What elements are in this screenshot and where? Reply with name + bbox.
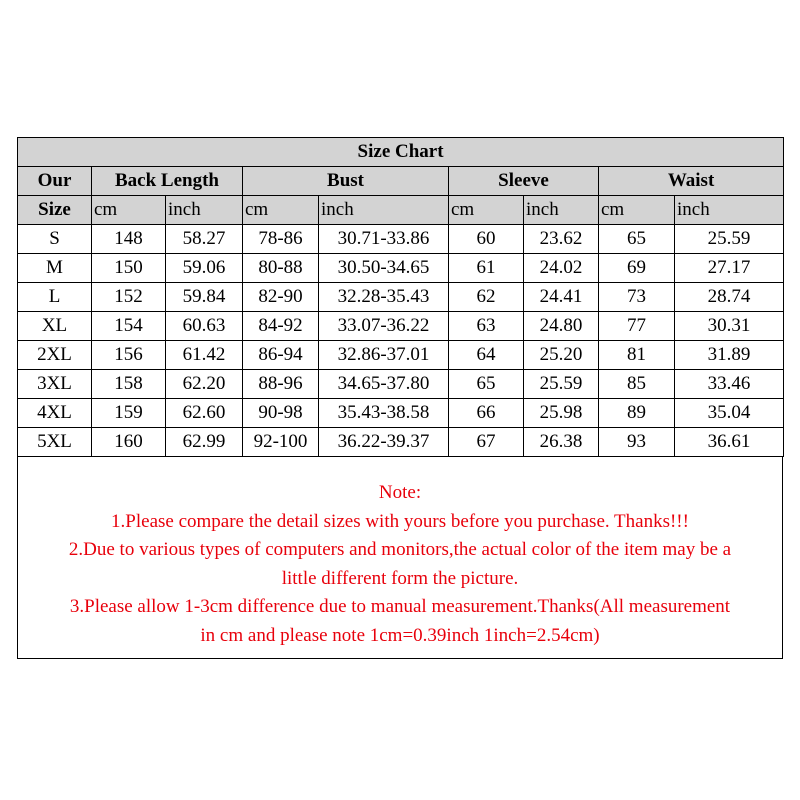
cell-back-length-inch: 58.27 xyxy=(166,225,243,254)
cell-size: L xyxy=(18,283,92,312)
cell-size: 2XL xyxy=(18,341,92,370)
cell-waist-inch: 27.17 xyxy=(675,254,784,283)
unit-cm: cm xyxy=(92,196,166,225)
cell-size: S xyxy=(18,225,92,254)
cell-back-length-cm: 154 xyxy=(92,312,166,341)
table-row xyxy=(18,399,784,428)
cell-sleeve-inch: 26.38 xyxy=(524,428,599,457)
chart-title: Size Chart xyxy=(18,138,784,167)
cell-sleeve-cm: 66 xyxy=(449,399,524,428)
cell-waist-cm: 69 xyxy=(599,254,675,283)
cell-bust-inch: 32.28-35.43 xyxy=(319,283,449,312)
size-chart xyxy=(17,137,783,659)
cell-bust-inch: 34.65-37.80 xyxy=(319,370,449,399)
note-line-1: 1.Please compare the detail sizes with yours before you purchase. Thanks!!! xyxy=(111,510,689,532)
cell-bust-cm: 92-100 xyxy=(243,428,319,457)
cell-sleeve-cm: 63 xyxy=(449,312,524,341)
cell-size: M xyxy=(18,254,92,283)
cell-bust-cm: 90-98 xyxy=(243,399,319,428)
cell-bust-cm: 82-90 xyxy=(243,283,319,312)
cell-waist-cm: 65 xyxy=(599,225,675,254)
note-line-3b: in cm and please note 1cm=0.39inch 1inch=2.54cm) xyxy=(200,624,600,646)
cell-sleeve-inch: 25.98 xyxy=(524,399,599,428)
cell-back-length-inch: 59.84 xyxy=(166,283,243,312)
size-header: Size xyxy=(18,196,92,225)
unit-inch: inch xyxy=(524,196,599,225)
cell-sleeve-cm: 64 xyxy=(449,341,524,370)
note-heading: Note: xyxy=(378,482,422,503)
cell-back-length-cm: 159 xyxy=(92,399,166,428)
cell-waist-cm: 73 xyxy=(599,283,675,312)
cell-waist-cm: 81 xyxy=(599,341,675,370)
note-line-3a: 3.Please allow 1-3cm difference due to manual measurement.Thanks(All measurement xyxy=(69,596,731,617)
cell-size: 4XL xyxy=(18,399,92,428)
cell-back-length-cm: 160 xyxy=(92,428,166,457)
note-line-2b: little different form the picture. xyxy=(281,567,519,589)
table-row xyxy=(18,312,784,341)
unit-cm: cm xyxy=(243,196,319,225)
cell-back-length-cm: 148 xyxy=(92,225,166,254)
cell-waist-cm: 77 xyxy=(599,312,675,341)
cell-back-length-cm: 158 xyxy=(92,370,166,399)
cell-waist-inch: 28.74 xyxy=(675,283,784,312)
cell-back-length-cm: 156 xyxy=(92,341,166,370)
our-header: Our xyxy=(18,167,92,196)
cell-bust-inch: 35.43-38.58 xyxy=(319,399,449,428)
cell-sleeve-cm: 65 xyxy=(449,370,524,399)
cell-bust-inch: 36.22-39.37 xyxy=(319,428,449,457)
cell-sleeve-cm: 60 xyxy=(449,225,524,254)
cell-size: 5XL xyxy=(18,428,92,457)
cell-waist-inch: 36.61 xyxy=(675,428,784,457)
cell-bust-inch: 33.07-36.22 xyxy=(319,312,449,341)
table-row xyxy=(18,225,784,254)
unit-cm: cm xyxy=(599,196,675,225)
cell-size: 3XL xyxy=(18,370,92,399)
table-row xyxy=(18,370,784,399)
notes-section xyxy=(17,457,783,659)
cell-back-length-cm: 152 xyxy=(92,283,166,312)
waist-header: Waist xyxy=(599,167,784,196)
cell-sleeve-inch: 23.62 xyxy=(524,225,599,254)
unit-inch: inch xyxy=(319,196,449,225)
cell-sleeve-inch: 25.20 xyxy=(524,341,599,370)
cell-back-length-inch: 59.06 xyxy=(166,254,243,283)
size-table xyxy=(17,137,784,457)
cell-sleeve-inch: 24.41 xyxy=(524,283,599,312)
cell-bust-cm: 84-92 xyxy=(243,312,319,341)
cell-back-length-cm: 150 xyxy=(92,254,166,283)
cell-bust-inch: 32.86-37.01 xyxy=(319,341,449,370)
cell-back-length-inch: 62.60 xyxy=(166,399,243,428)
cell-waist-cm: 85 xyxy=(599,370,675,399)
table-row xyxy=(18,283,784,312)
note-line-2a: 2.Due to various types of computers and monitors,the actual color of the item may be a xyxy=(68,539,732,560)
cell-waist-inch: 33.46 xyxy=(675,370,784,399)
cell-bust-cm: 80-88 xyxy=(243,254,319,283)
cell-waist-cm: 89 xyxy=(599,399,675,428)
cell-back-length-inch: 62.99 xyxy=(166,428,243,457)
cell-waist-inch: 25.59 xyxy=(675,225,784,254)
back-length-header: Back Length xyxy=(92,167,243,196)
cell-sleeve-inch: 24.80 xyxy=(524,312,599,341)
cell-back-length-inch: 62.20 xyxy=(166,370,243,399)
cell-bust-inch: 30.50-34.65 xyxy=(319,254,449,283)
cell-bust-cm: 78-86 xyxy=(243,225,319,254)
cell-waist-inch: 30.31 xyxy=(675,312,784,341)
cell-sleeve-cm: 67 xyxy=(449,428,524,457)
cell-bust-inch: 30.71-33.86 xyxy=(319,225,449,254)
unit-inch: inch xyxy=(166,196,243,225)
cell-bust-cm: 86-94 xyxy=(243,341,319,370)
cell-sleeve-inch: 25.59 xyxy=(524,370,599,399)
table-row xyxy=(18,254,784,283)
cell-bust-cm: 88-96 xyxy=(243,370,319,399)
cell-waist-inch: 35.04 xyxy=(675,399,784,428)
cell-sleeve-inch: 24.02 xyxy=(524,254,599,283)
unit-cm: cm xyxy=(449,196,524,225)
cell-size: XL xyxy=(18,312,92,341)
cell-back-length-inch: 60.63 xyxy=(166,312,243,341)
cell-waist-inch: 31.89 xyxy=(675,341,784,370)
cell-sleeve-cm: 62 xyxy=(449,283,524,312)
table-row xyxy=(18,428,784,457)
cell-sleeve-cm: 61 xyxy=(449,254,524,283)
table-row xyxy=(18,341,784,370)
sleeve-header: Sleeve xyxy=(449,167,599,196)
cell-back-length-inch: 61.42 xyxy=(166,341,243,370)
unit-inch: inch xyxy=(675,196,784,225)
bust-header: Bust xyxy=(243,167,449,196)
cell-waist-cm: 93 xyxy=(599,428,675,457)
